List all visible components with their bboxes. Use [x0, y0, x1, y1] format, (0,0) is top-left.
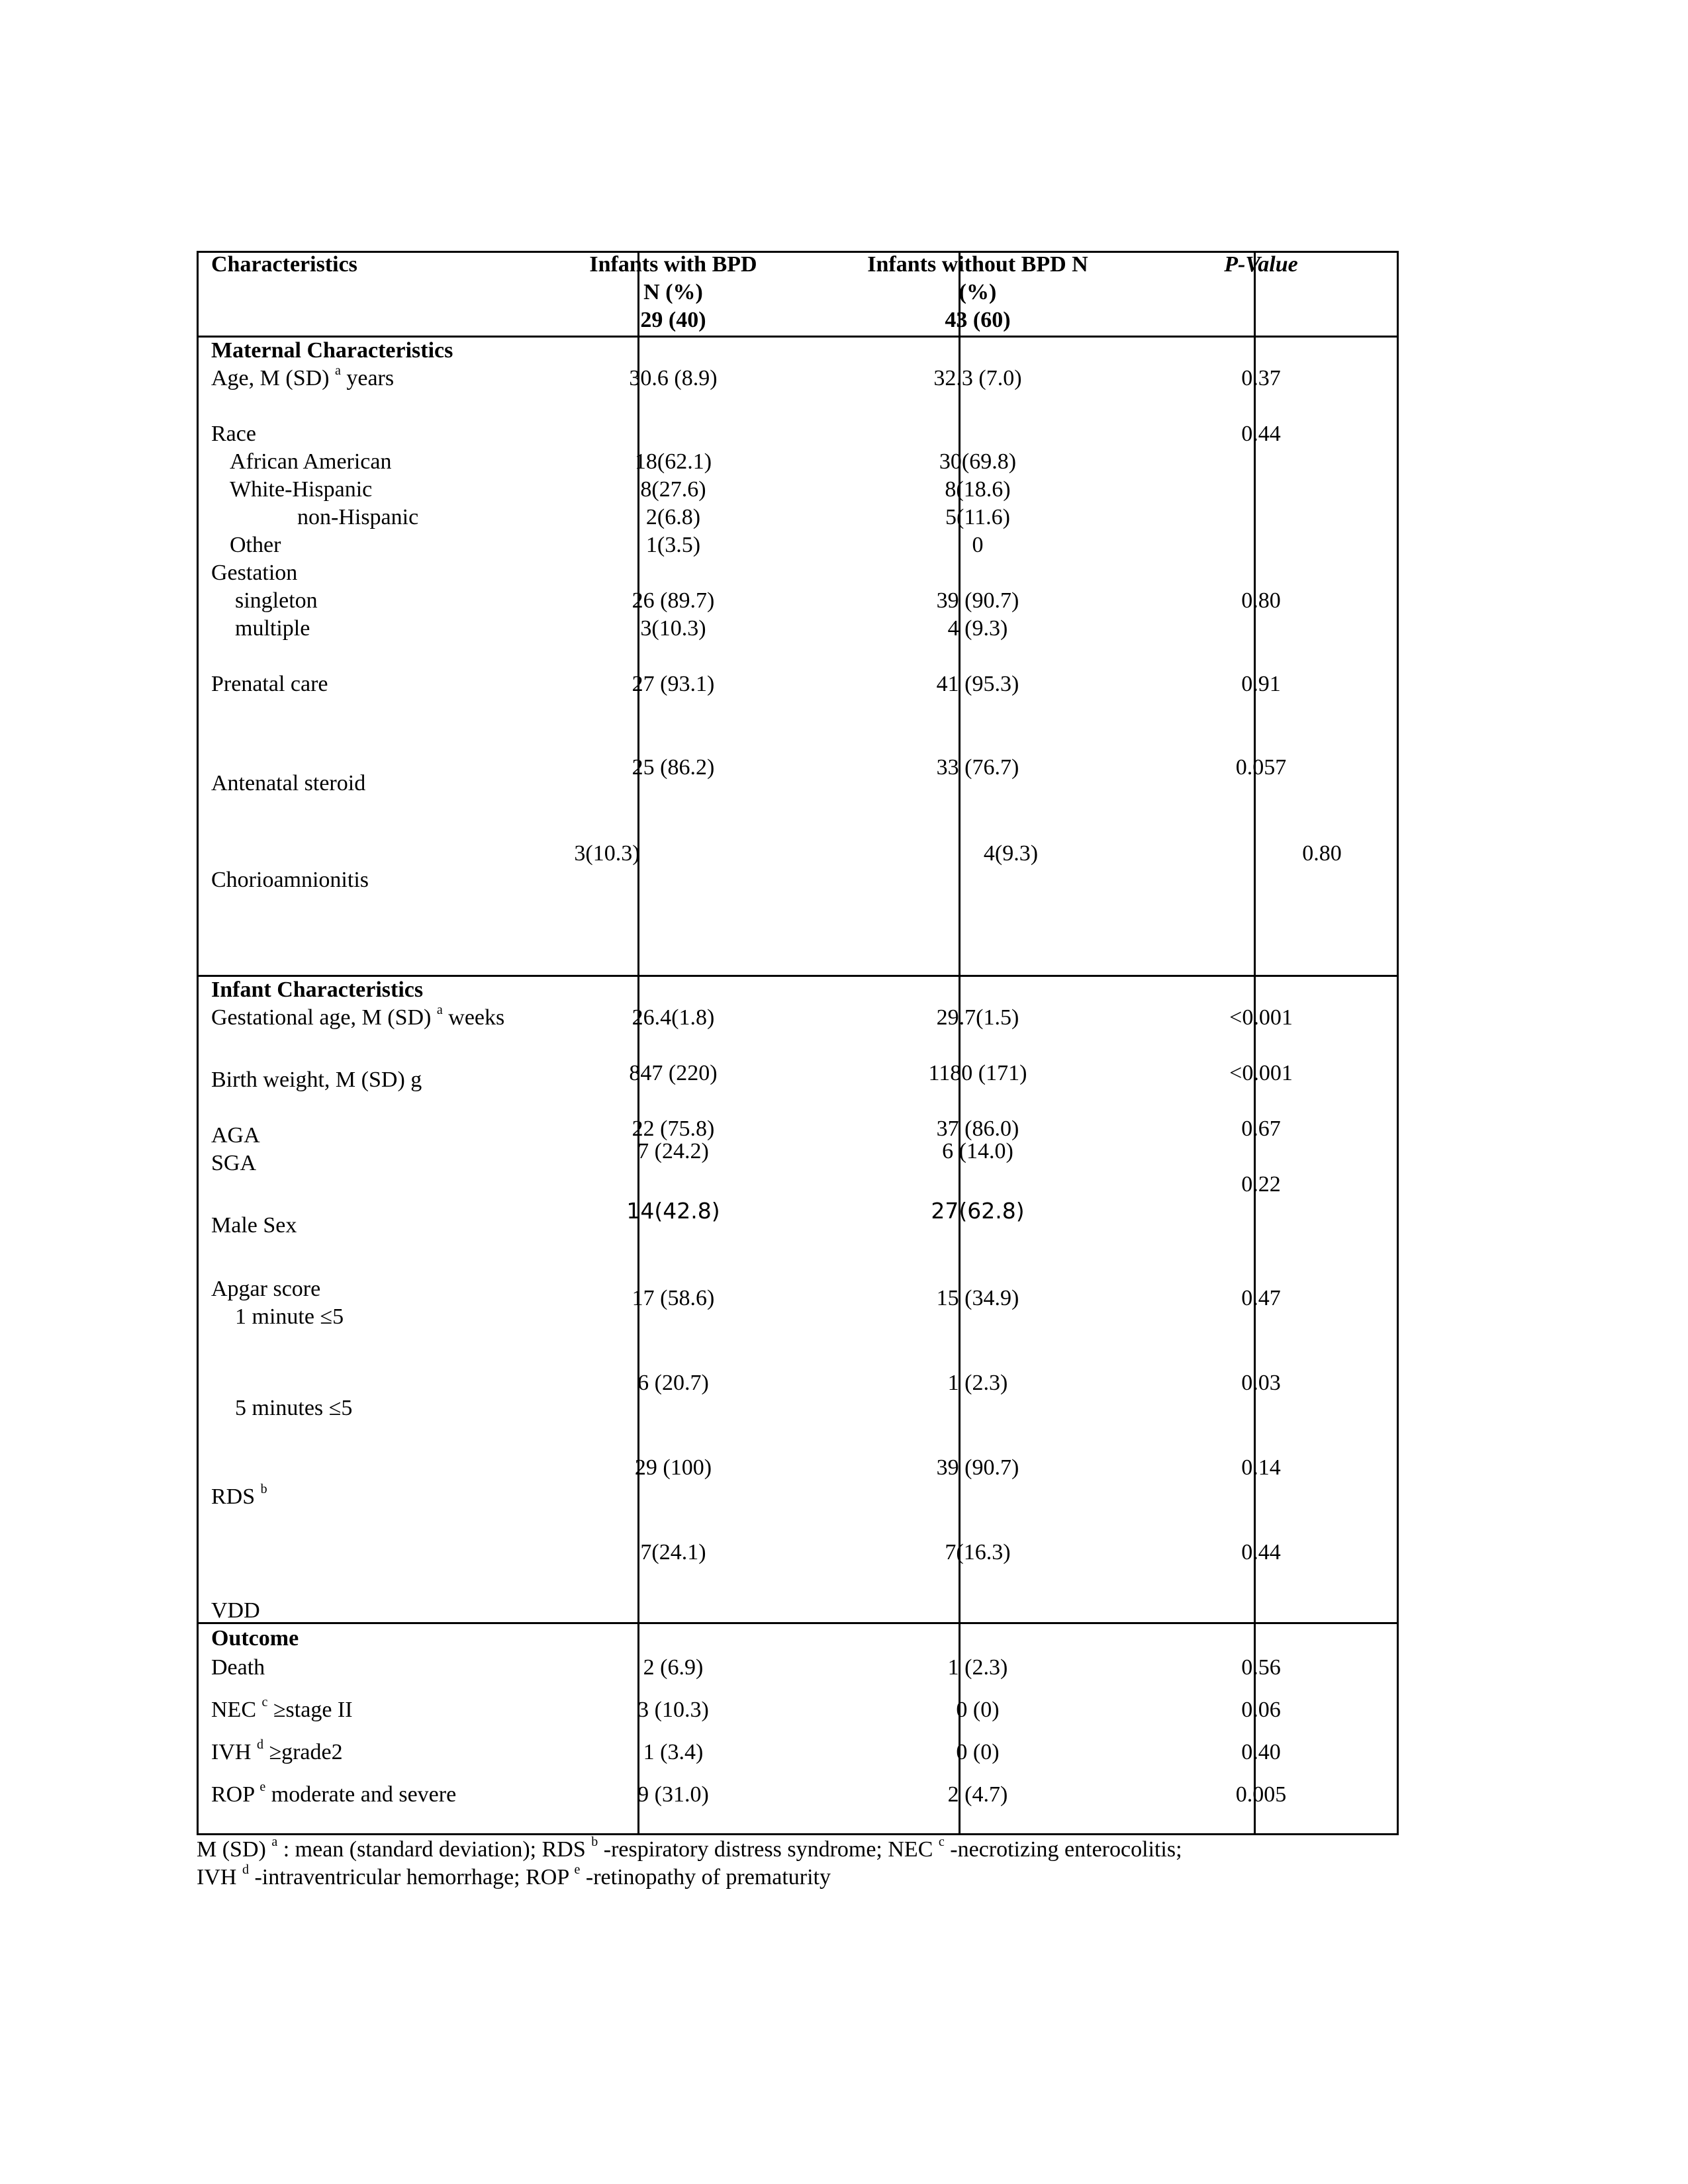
row-label-african-american: African American: [230, 449, 392, 474]
row-label-ivh: IVH $^d$ ≥grade2: [211, 1737, 343, 1764]
cell-wh-bpd: 8(27.6): [640, 477, 706, 502]
cell-steroid-p: 0.057: [1235, 755, 1287, 780]
cell-bw-nobpd: 1180 (171): [928, 1061, 1027, 1085]
cell-singleton-bpd: 26 (89.7): [632, 588, 715, 613]
header-characteristics: Characteristics: [211, 252, 357, 277]
row-label-apgar-5min: 5 minutes ≤5: [235, 1396, 353, 1420]
cell-male-nobpd: 27(62.8): [931, 1198, 1025, 1224]
row-label-aga: AGA: [211, 1123, 260, 1148]
cell-singleton-p: 0.80: [1241, 588, 1281, 613]
cell-age-p: 0.37: [1241, 366, 1281, 390]
cell-chorio-p: 0.80: [1302, 841, 1342, 866]
header-nobpd-line2: (%): [959, 280, 997, 304]
cell-vdd-nobpd: 7(16.3): [945, 1540, 1011, 1565]
cell-apgar5-bpd: 6 (20.7): [637, 1371, 709, 1395]
cell-rop-nobpd: 2 (4.7): [947, 1782, 1008, 1807]
cell-age-nobpd: 32.3 (7.0): [933, 366, 1022, 390]
row-label-prenatal: Prenatal care: [211, 672, 328, 696]
cell-aa-nobpd: 30(69.8): [939, 449, 1017, 474]
cell-aga-bpd: 22 (75.8): [632, 1116, 715, 1141]
row-divider: [197, 1622, 1399, 1624]
cell-rds-p: 0.14: [1241, 1455, 1281, 1480]
cell-aa-bpd: 18(62.1): [634, 449, 712, 474]
cell-death-nobpd: 1 (2.3): [947, 1655, 1008, 1680]
header-pvalue: P-Value: [1224, 252, 1298, 277]
cell-rds-bpd: 29 (100): [634, 1455, 712, 1480]
characteristics-table: [197, 251, 1399, 1835]
row-label-other: Other: [230, 533, 281, 557]
cell-nec-bpd: 3 (10.3): [637, 1698, 709, 1722]
cell-prenatal-nobpd: 41 (95.3): [936, 672, 1019, 696]
cell-other-bpd: 1(3.5): [645, 533, 701, 557]
cell-rop-bpd: 9 (31.0): [637, 1782, 709, 1807]
row-label-non-hispanic: non-Hispanic: [297, 505, 419, 529]
row-label-nec: NEC $^c$ ≥stage II: [211, 1694, 353, 1722]
row-label-gestational-age: Gestational age, M (SD) $^a$ weeks: [211, 1002, 505, 1030]
cell-nec-nobpd: 0 (0): [956, 1698, 1000, 1722]
header-nobpd-line1: Infants without BPD N: [867, 252, 1088, 277]
cell-multiple-nobpd: 4 (9.3): [947, 616, 1008, 641]
header-nobpd-line3: 43 (60): [945, 308, 1011, 332]
cell-ivh-p: 0.40: [1241, 1740, 1281, 1764]
cell-ga-p: <0.001: [1229, 1005, 1293, 1030]
cell-sga-nobpd: 6 (14.0): [942, 1139, 1013, 1163]
cell-aga-p: 0.67: [1241, 1116, 1281, 1141]
cell-other-nobpd: 0: [972, 533, 984, 557]
cell-ga-nobpd: 29.7(1.5): [936, 1005, 1019, 1030]
row-label-rop: ROP $^e$ moderate and severe: [211, 1779, 457, 1807]
row-label-apgar-1min: 1 minute ≤5: [235, 1304, 344, 1329]
column-divider: [1254, 251, 1256, 1835]
header-bpd-line3: 29 (40): [640, 308, 706, 332]
cell-multiple-bpd: 3(10.3): [640, 616, 706, 641]
cell-chorio-bpd: 3(10.3): [574, 841, 640, 866]
cell-nec-p: 0.06: [1241, 1698, 1281, 1722]
section-title-maternal: Maternal Characteristics: [211, 338, 453, 363]
row-label-singleton: singleton: [235, 588, 318, 613]
cell-singleton-nobpd: 39 (90.7): [936, 588, 1019, 613]
row-label-white-hispanic: White-Hispanic: [230, 477, 373, 502]
cell-bw-bpd: 847 (220): [629, 1061, 718, 1085]
cell-apgar1-p: 0.47: [1241, 1286, 1281, 1310]
cell-death-bpd: 2 (6.9): [643, 1655, 704, 1680]
section-title-outcome: Outcome: [211, 1626, 299, 1651]
cell-rop-p: 0.005: [1235, 1782, 1287, 1807]
table-footnote: IVH $^d$ -intraventricular hemorrhage; ROP $^e$ -retinopathy of prematurity: [197, 1862, 831, 1889]
cell-steroid-nobpd: 33 (76.7): [936, 755, 1019, 780]
row-label-steroid: Antenatal steroid: [211, 771, 366, 796]
cell-ga-bpd: 26.4(1.8): [632, 1005, 715, 1030]
cell-chorio-nobpd: 4(9.3): [983, 841, 1039, 866]
cell-male-bpd: 14(42.8): [626, 1198, 720, 1224]
cell-prenatal-p: 0.91: [1241, 672, 1281, 696]
cell-sga-p: 0.22: [1241, 1172, 1281, 1197]
row-label-vdd: VDD: [211, 1598, 260, 1623]
row-label-rds: RDS $^b$: [211, 1481, 267, 1509]
cell-aga-nobpd: 37 (86.0): [936, 1116, 1019, 1141]
cell-death-p: 0.56: [1241, 1655, 1281, 1680]
cell-ivh-bpd: 1 (3.4): [643, 1740, 704, 1764]
header-bpd-line2: N (%): [643, 280, 703, 304]
row-label-apgar: Apgar score: [211, 1277, 321, 1301]
row-label-death: Death: [211, 1655, 265, 1680]
cell-prenatal-bpd: 27 (93.1): [632, 672, 715, 696]
cell-race-p: 0.44: [1241, 422, 1281, 446]
cell-ivh-nobpd: 0 (0): [956, 1740, 1000, 1764]
cell-apgar1-nobpd: 15 (34.9): [936, 1286, 1019, 1310]
cell-nh-nobpd: 5(11.6): [945, 505, 1010, 529]
row-label-sga: SGA: [211, 1151, 257, 1175]
row-label-age: Age, M (SD) $^a$ years: [211, 363, 395, 390]
cell-bw-p: <0.001: [1229, 1061, 1293, 1085]
cell-vdd-p: 0.44: [1241, 1540, 1281, 1565]
cell-age-bpd: 30.6 (8.9): [629, 366, 718, 390]
row-label-chorio: Chorioamnionitis: [211, 868, 369, 892]
cell-wh-nobpd: 8(18.6): [945, 477, 1011, 502]
cell-apgar1-bpd: 17 (58.6): [632, 1286, 715, 1310]
table-footnote: M (SD) $^a$ : mean (standard deviation); RDS $^b$ -respiratory distress syndrome; NEC $^c$ -necrotizing enterocolitis;: [197, 1834, 1182, 1862]
cell-steroid-bpd: 25 (86.2): [632, 755, 715, 780]
header-bpd-line1: Infants with BPD: [589, 252, 757, 277]
cell-apgar5-nobpd: 1 (2.3): [947, 1371, 1008, 1395]
row-label-multiple: multiple: [235, 616, 310, 641]
cell-vdd-bpd: 7(24.1): [640, 1540, 706, 1565]
section-title-infant: Infant Characteristics: [211, 978, 424, 1002]
cell-nh-bpd: 2(6.8): [645, 505, 701, 529]
row-label-gestation: Gestation: [211, 561, 298, 585]
row-label-race: Race: [211, 422, 256, 446]
cell-rds-nobpd: 39 (90.7): [936, 1455, 1019, 1480]
cell-sga-bpd: 7 (24.2): [637, 1139, 709, 1163]
row-label-birth-weight: Birth weight, M (SD) g: [211, 1068, 422, 1092]
cell-apgar5-p: 0.03: [1241, 1371, 1281, 1395]
row-label-male-sex: Male Sex: [211, 1213, 297, 1238]
